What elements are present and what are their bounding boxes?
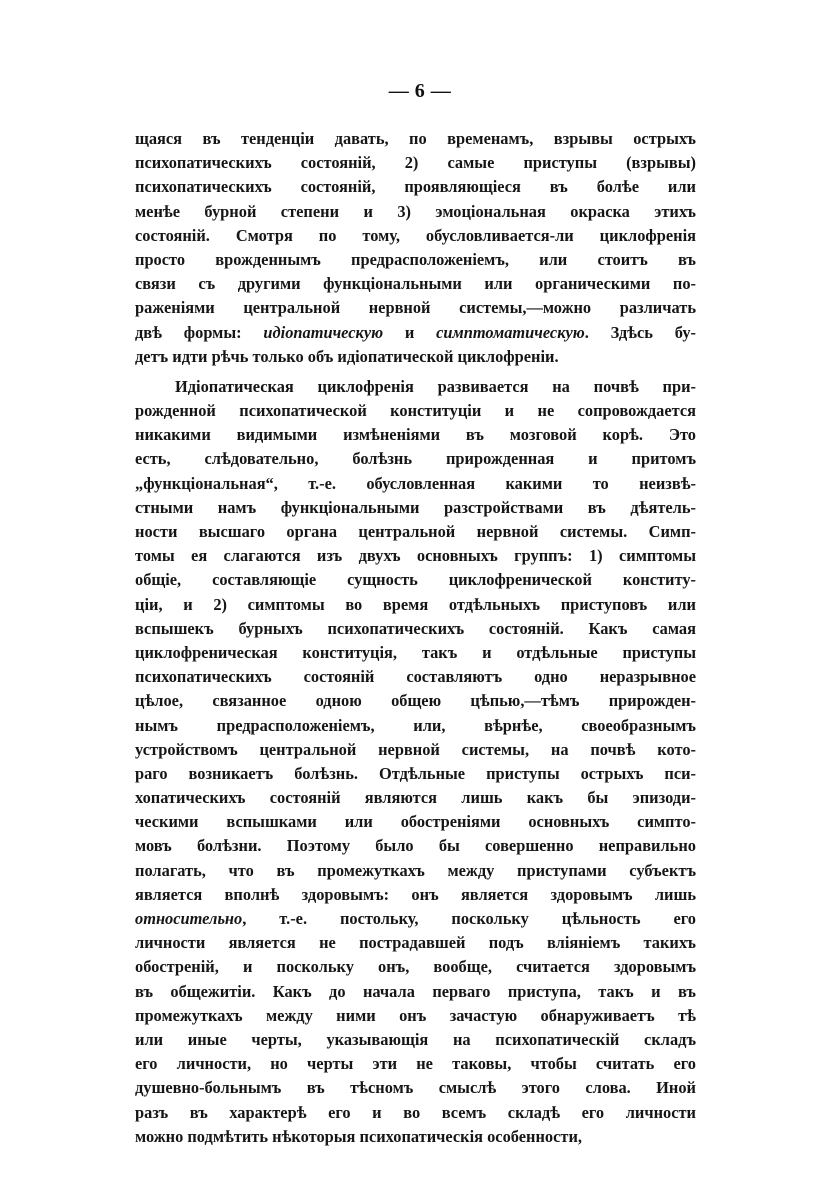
text-line: циклофреническая конституція, такъ и отдѣльные приступы [135, 642, 696, 662]
text-line: можно подмѣтить нѣкоторыя психопатическія особенности, [135, 1126, 582, 1146]
page-number: — 6 — [388, 80, 452, 102]
text-line: въ общежитіи. Какъ до начала перваго приступа, такъ и въ [135, 981, 696, 1001]
text-line: промежуткахъ между ними онъ зачастую обнаруживаетъ тѣ [135, 1005, 696, 1025]
text-line: стными намъ функціональными разстройствами въ дѣятель- [135, 497, 696, 517]
text-line: является вполнѣ здоровымъ: онъ является здоровымъ лишь [135, 884, 696, 904]
text-line: никакими видимыми измѣненіями въ мозговой корѣ. Это [135, 425, 696, 445]
text-line: ности высшаго органа центральной нервной системы. Симп- [135, 522, 696, 541]
text-line: ціи, и 2) симптомы во время отдѣльныхъ приступовъ или [135, 594, 696, 614]
text-line: Идіопатическая циклофренія развивается на почвѣ при- [175, 376, 696, 396]
text-line: душевно-больнымъ въ тѣсномъ смыслѣ этого слова. Иной [135, 1078, 696, 1098]
text-line: его личности, но черты эти не таковы, чтобы считать его [135, 1054, 696, 1074]
text-line: хопатическихъ состояній являются лишь какъ бы эпизоди- [135, 788, 696, 808]
text-line: двѣ формы: идіопатическую и симптоматическую. Здѣсь бу- [135, 322, 696, 342]
text-line: ческими вспышками или обостреніями основныхъ симпто- [135, 812, 696, 832]
body-text [135, 127, 696, 1149]
text-line: нымъ предрасположеніемъ, или, вѣрнѣе, своеобразнымъ [135, 715, 696, 735]
text-line: раго возникаетъ болѣзнь. Отдѣльные приступы острыхъ пси- [135, 763, 696, 783]
text-line: психопатическихъ состояній составляютъ одно неразрывное [135, 667, 696, 687]
text-line: устройствомъ центральной нервной системы, на почвѣ кото- [135, 739, 696, 759]
paragraph [135, 375, 696, 1149]
text-line: мовъ болѣзни. Поэтому было бы совершенно неправильно [135, 836, 696, 856]
text-line: раженіями центральной нервной системы,—можно различать [135, 298, 696, 318]
text-line: или иные черты, указывающія на психопатическій складъ [135, 1029, 696, 1049]
text-line: психопатическихъ состояній, 2) самые приступы (взрывы) [135, 153, 696, 173]
text-line: детъ идти рѣчь только объ идіопатической циклофреніи. [135, 346, 559, 366]
text-line: менѣе бурной степени и 3) эмоціональная окраска этихъ [135, 201, 696, 221]
text-line: состояній. Смотря по тому, обусловливается-ли циклофренія [135, 225, 696, 245]
text-line: общіе, составляющіе сущность циклофренической конститу- [135, 570, 696, 590]
text-line: психопатическихъ состояній, проявляющіеся въ болѣе или [135, 177, 696, 197]
paragraph [135, 127, 696, 369]
text-line: томы ея слагаются изъ двухъ основныхъ группъ: 1) симптомы [135, 546, 696, 566]
text-line: обостреній, и поскольку онъ, вообще, считается здоровымъ [135, 957, 696, 977]
text-line: относительно, т.-е. постольку, поскольку цѣльность его [135, 909, 696, 928]
text-line: щаяся въ тенденціи давать, по временамъ, взрывы острыхъ [135, 129, 696, 148]
text-line: цѣлое, связанное одною общею цѣпью,—тѣмъ прирожден- [135, 691, 696, 711]
text-line: личности является не пострадавшей подъ вліяніемъ такихъ [135, 933, 696, 953]
text-line: полагать, что въ промежуткахъ между приступами субъектъ [135, 860, 696, 880]
text-line: есть, слѣдовательно, болѣзнь прирожденная и притомъ [135, 449, 696, 469]
text-line: просто врожденнымъ предрасположеніемъ, или стоитъ въ [135, 249, 696, 269]
text-line: „функціональная“, т.-е. обусловленная какими то неизвѣ- [135, 473, 696, 493]
text-line: вспышекъ бурныхъ психопатическихъ состояній. Какъ самая [135, 618, 696, 638]
text-line: связи съ другими функціональными или органическими по- [135, 274, 696, 294]
text-line: рожденной психопатической конституціи и не сопровождается [135, 401, 696, 421]
text-line: разъ въ характерѣ его и во всемъ складѣ его личности [135, 1102, 696, 1122]
